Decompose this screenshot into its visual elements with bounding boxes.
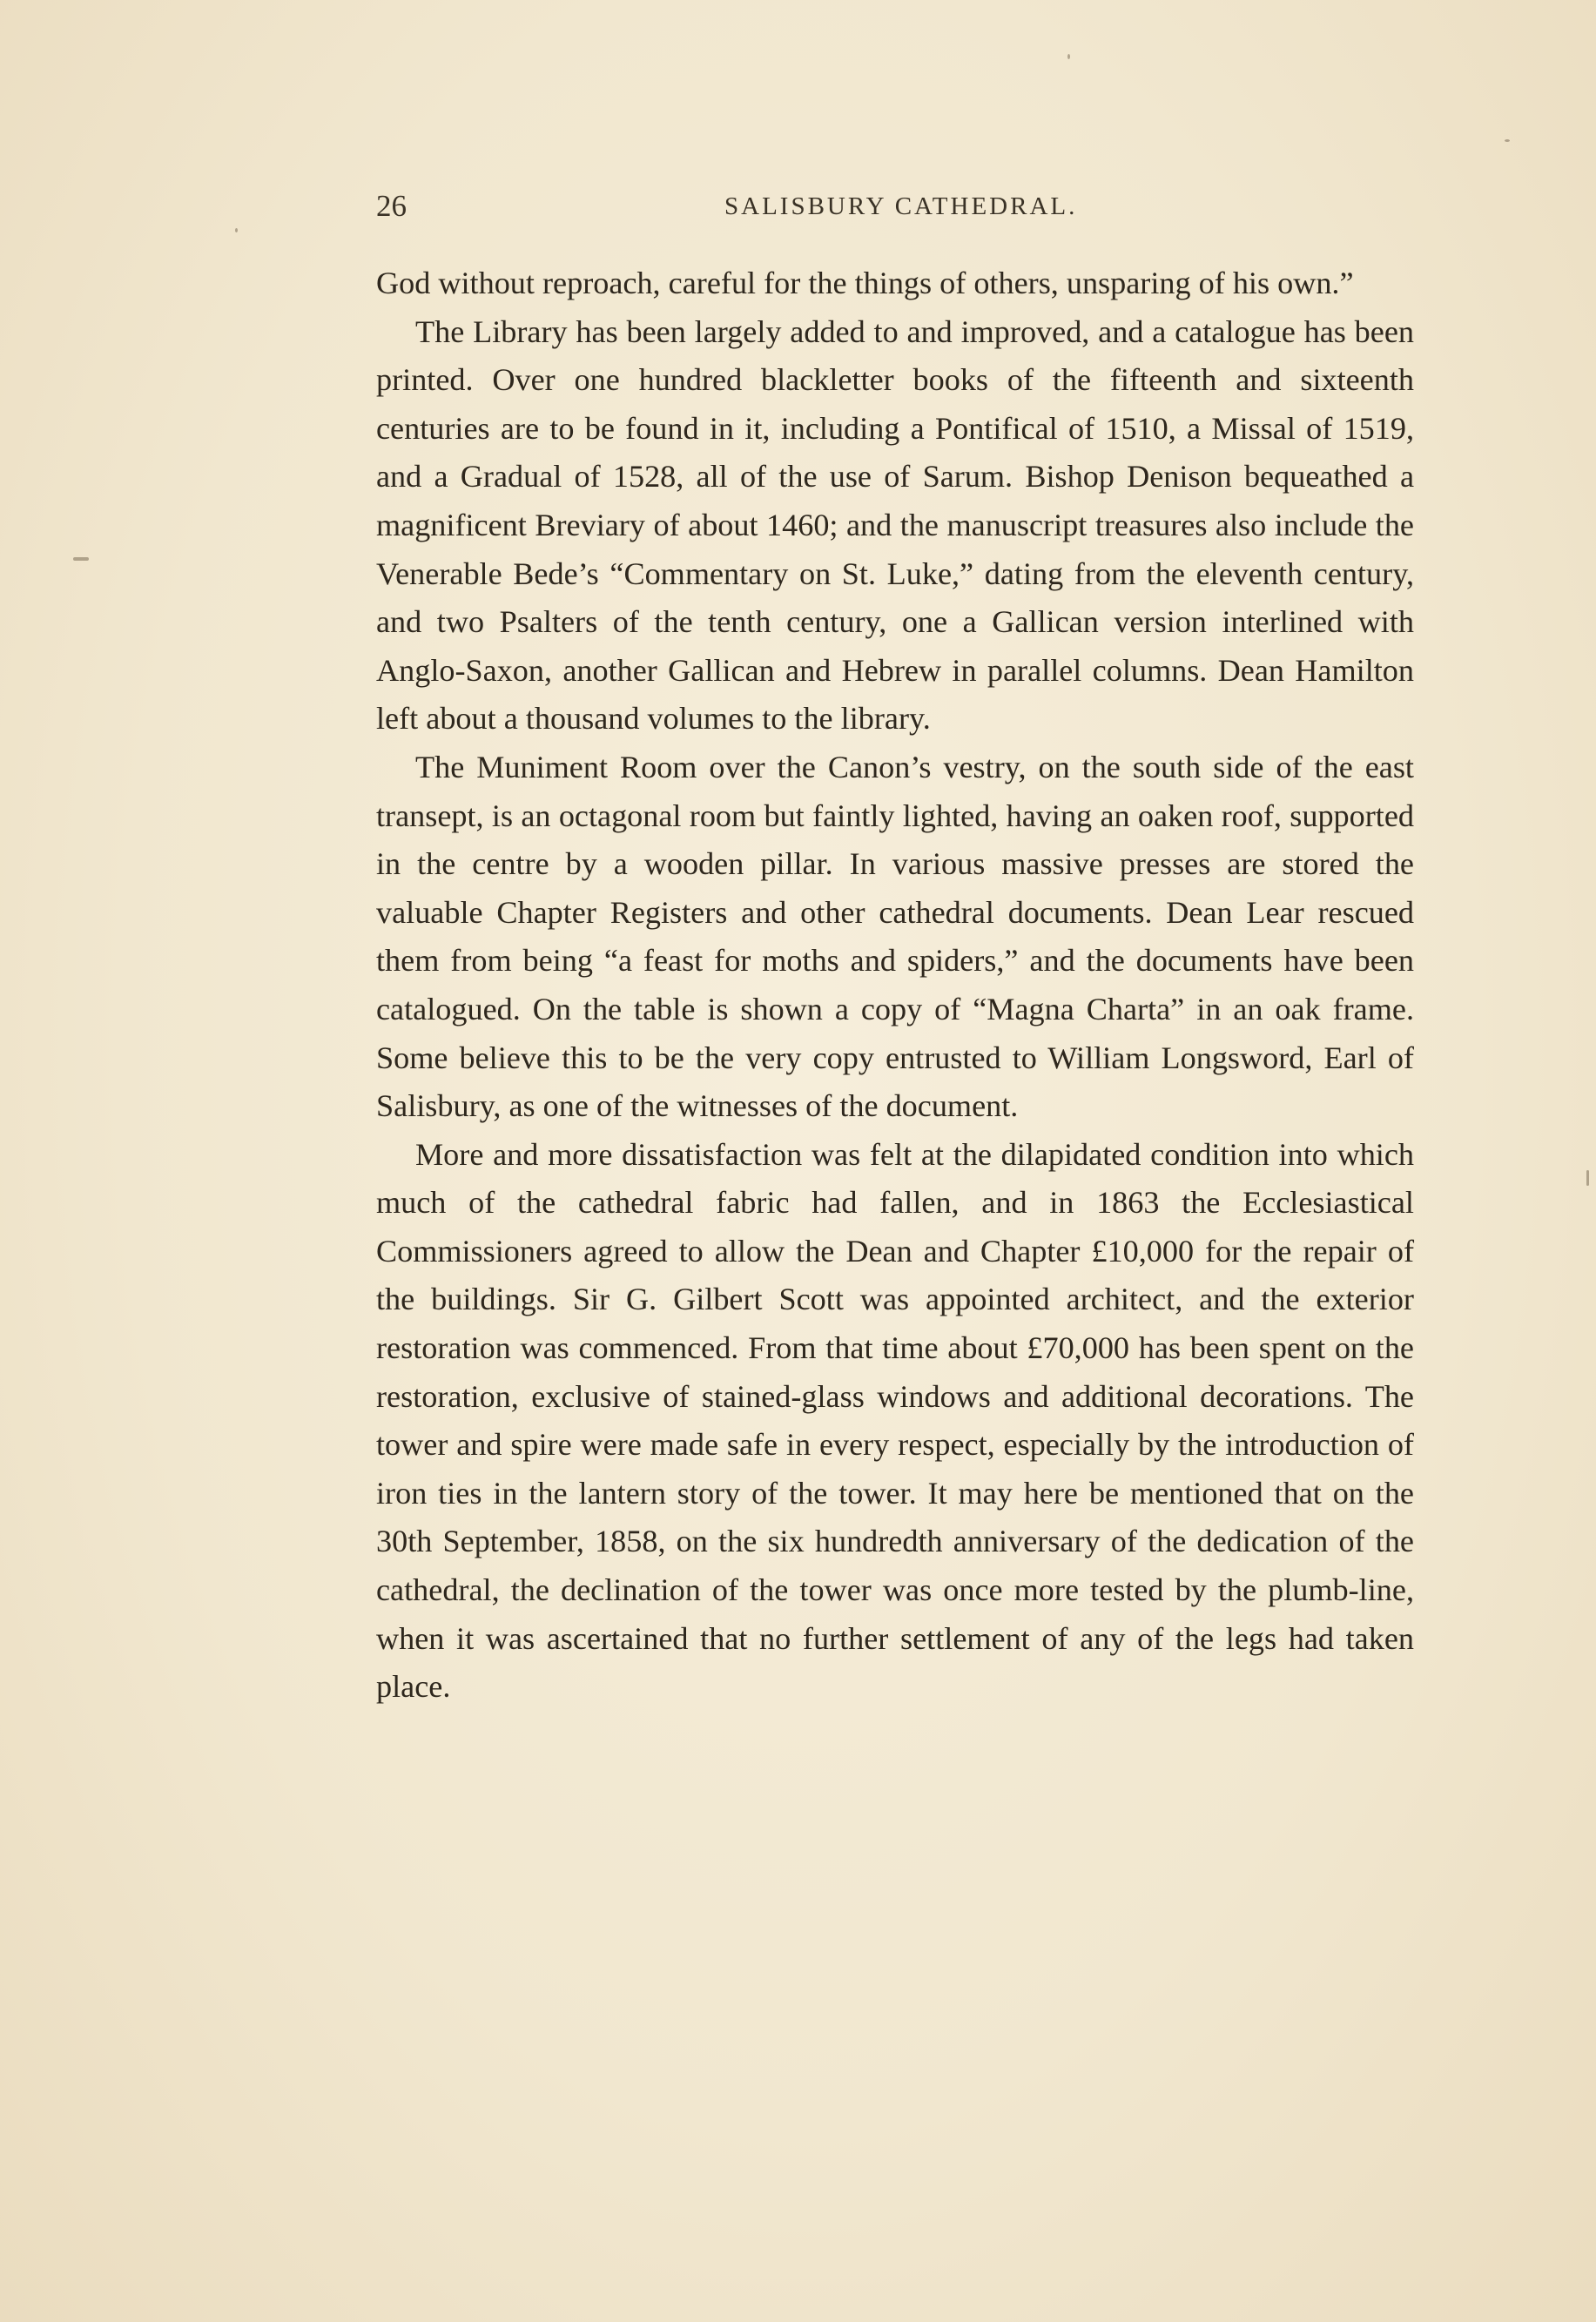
paper-speck — [1586, 1170, 1589, 1186]
paragraph-restoration: More and more dissatisfaction was felt at the dilapidated condition into which much of the cathedral fabric had fallen, and in 1863 the Ecclesiastical Commissioners agreed to allow the Dean and Chapter £10,000 for the repair of the buildings. Sir G. Gilbert Scott was appointed architect, and the exterior restoration was commenced. From that time about £70,000 has been spent on the restoration, exclusive of stained-glass windows and additional decorations. The tower and spire were made safe in every respect, especially by the introduction of iron ties in the lantern story of the tower. It may here be mentioned that on the 30th September, 1858, on the six hundredth anniversary of the dedication of the cathedral, the declination of the tower was once more tested by the plumb-line, when it was ascertained that no further settlement of any of the legs had taken place. — [376, 1136, 1414, 1705]
paper-speck — [73, 557, 89, 561]
paragraph-continuation: God without reproach, careful for the things of others, unsparing of his own.” — [376, 266, 1354, 300]
paragraph-library: The Library has been largely added to and improved, and a catalogue has been printed. Over one hundred blackletter books of the fifteenth and sixteenth centuries are to be found in it, including a Pontifical of 1510, a Missal of 1519, and a Gradual of 1528, all of the use of Sarum. Bishop Denison bequeathed a magnificent Breviary of about 1460; and the manuscript treasures also include the Venerable Bede’s “Commentary on St. Luke,” dating from the eleventh century, and two Psalters of the tenth century, one a Gallican version interlined with Anglo-Saxon, another Gallican and Hebrew in parallel columns. Dean Hamilton left about a thousand volumes to the library. — [376, 313, 1414, 737]
body-text — [376, 259, 1414, 1712]
paragraph-muniment-room: The Muniment Room over the Canon’s vestry, on the south side of the east transept, is an octagonal room but faintly lighted, having an oaken roof, supported in the centre by a wooden pillar. In various massive presses are stored the valuable Chapter Registers and other cathedral documents. Dean Lear rescued them from being “a feast for moths and spiders,” and the documents have been catalogued. On the table is shown a copy of “Magna Charta” in an oak frame. Some believe this to be the very copy entrusted to William Longsword, Earl of Salisbury, as one of the witnesses of the document. — [376, 749, 1414, 1124]
paper-speck — [235, 228, 238, 232]
page-number: 26 — [376, 189, 407, 223]
running-title: SALISBURY CATHEDRAL. — [724, 192, 1078, 220]
paper-speck — [1505, 139, 1510, 142]
running-head — [376, 185, 1431, 228]
paper-speck — [1067, 54, 1070, 59]
